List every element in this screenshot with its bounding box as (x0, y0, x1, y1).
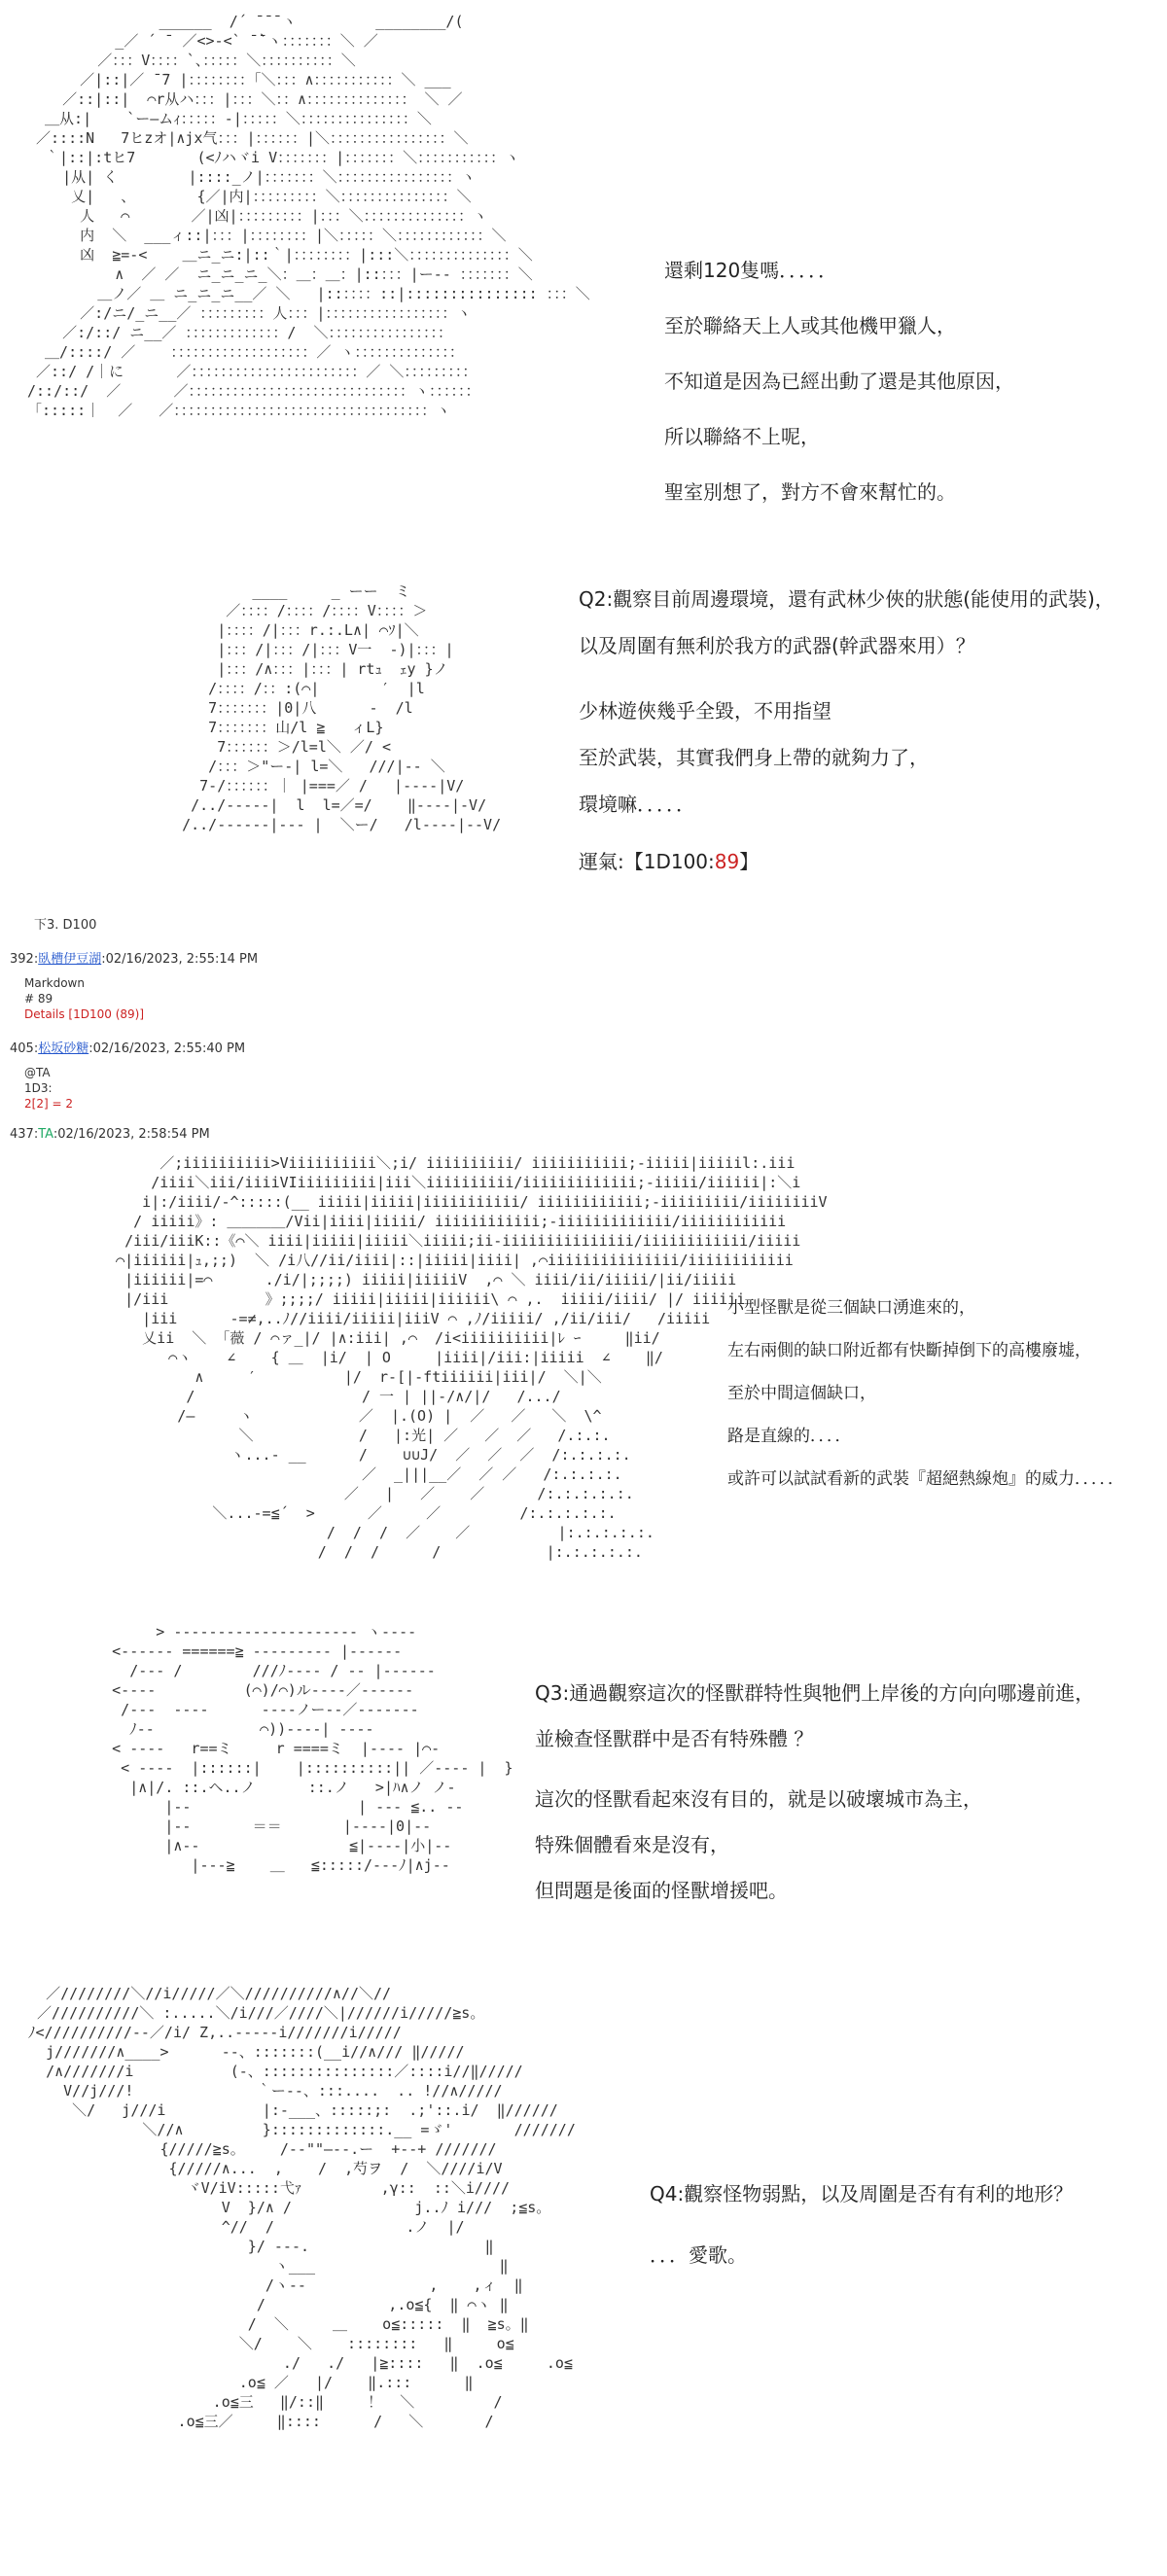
q3-question-line: 並檢查怪獸群中是否有特殊體 ？ (535, 1727, 814, 1750)
panel-3-line: 路是直線的．．．． (727, 1427, 852, 1446)
panel-3-line: 小型怪獸是從三個缺口湧進來的， (727, 1298, 975, 1318)
post-body (24, 975, 144, 1022)
ascii-art-character-4: > --------------------- ヽ---- <------ ======≧ --------- |------ /--- / ///ﾉ---- / -- |------ <---- (⌒)/⌒)ル----／------ /--- ---- ----ノー--／------- ﾉ-- ⌒))----| ---- < ---- r==ミ r ====ミ |---- |⌒- < ---- |::::::| |::::::::::|| ／---- | } |∧|/. ::.ヘ..ノ ::.ノ >|ﾊ∧ノ ノ- |-- | --- ≦.. -- |-- ＝＝ |----|0|-- |∧-- ≦|----|小|-- |---≧ ＿ ≦:::::/---ﾉ|∧j-- (112, 1623, 513, 1874)
panel-5-dialogue (650, 2178, 1073, 2295)
q2-question-line: Q2:觀察目前周邊環境，還有武林少俠的狀態(能使用的武裝)， (579, 587, 1114, 611)
luck-suffix: 】 (739, 850, 760, 873)
panel-3-line: 至於中間這個缺口， (727, 1384, 876, 1403)
post-line: @TA (24, 1066, 51, 1079)
post-header (10, 1038, 245, 1056)
q2-answer-line: 少林遊俠幾乎全毀，不用指望 (579, 699, 831, 723)
post-header (10, 1127, 210, 1142)
panel-1-line: 至於聯絡天上人或其他機甲獵人， (664, 314, 956, 337)
post-timestamp: :02/16/2023, 2:58:54 PM (53, 1127, 210, 1142)
ascii-art-character-2: ____ _ ーー ミ ／：：：：/：：：：/：：：：V：：：：＞ |：：：：/|：：：r.:.L∧| ⌒ｿ|＼ |：：：/|：：：/|：：：V一 ‐)|：：：| |：：：/∧：：：|：：：| rtｭ ｪy }ノ /：：：：/：：:(⌒| ′ |l 7：：：：：：：|0|八 - /l 7：：：：：：：山/l ≧ ィL} 7：：：：：：＞/l=l＼ ／/ < /：：：＞"ー-| l=＼ ///|-- ＼ 7-/：：：：：：｜ |===／ / |----|V/ /../-----| l l=／=/ ‖----|-V/ /../------|--- | ＼ー/ /l----|--V/ (182, 582, 502, 833)
q3-answer-line: 但問題是後面的怪獸增援吧。 (535, 1879, 788, 1902)
q2-answer-line: 至於武裝，其實我們身上帶的就夠力了， (579, 746, 929, 769)
luck-value: 89 (714, 850, 740, 873)
post-line: 1D3: (24, 1081, 53, 1095)
post-username-link[interactable]: 臥槽伊豆湖 (38, 952, 102, 967)
q3-question-line: Q3:通過觀察這次的怪獸群特性與牠們上岸後的方向向哪邊前進， (535, 1681, 1095, 1705)
panel-2-dialogue (579, 583, 1114, 901)
dice-result: 2[2] = 2 (24, 1097, 73, 1111)
post-number: 392: (10, 952, 39, 967)
post-username-link[interactable]: 松坂砂糖 (38, 1041, 89, 1056)
post-username-link[interactable]: TA (38, 1127, 53, 1142)
post-line: # 89 (24, 992, 53, 1006)
post-timestamp: :02/16/2023, 2:55:14 PM (101, 952, 259, 967)
panel-3-line: 或許可以試試看新的武裝『超絕熱線炮』的威力．．．．． (727, 1469, 1124, 1489)
panel-4-dialogue (535, 1677, 1094, 1930)
panel-1-line: 不知道是因為已經出動了還是其他原因， (664, 370, 1014, 393)
ascii-art-character-3: ／;iiiiiiiiii>Viiiiiiiiii＼;i/ iiiiiiiiii/ iiiiiiiiiii;-iiiii|iiiiil:.iii /iiii＼iii/iiiiVIiiiiiiiii|iii＼iiiiiiiiii/iiiiiiiiiiiii;-iiiii/iiiiii|:＼i i|:/iiii/-^:::::(__ iiiii|iiiii|iiiiiiiiiii/ iiiiiiiiiiii;-iiiiiiiii/iiiiiiiiV / iiiii》: ＿＿＿＿/Vii|iiii|iiiii/ iiiiiiiiiiii;-iiiiiiiiiiiii/iiiiiiiiiiii /iii/iiiK::《⌒＼ iiii|iiiii|iiiii＼iiiii;ii-iiiiiiiiiiiiiii/iiiiiiiiiiii/iiiii ⌒|iiiiii|ｭ,;;) ＼ /i八//ii/iiii|::|iiiii|iiii| ,⌒iiiiiiiiiiiiiii/iiiiiiiiiiii |iiiiii|=⌒ ./i/|;;;;) iiiii|iiiiiV ,⌒ ＼ iiii/ii/iiiii/|ii/iiiii |/iii 》;;;;/ iiiii|iiiii|iiiiii\ ⌒ ,. iiiii/iiii/ |/ iiiiii |iii -=≠,..ﾉ//iiii/iiiii|iiiV ⌒ ,ﾉ/iiiii/ ,/ii/iii/ /iiiii 乂ii ＼ 「薇 / ⌒ァ_|/ |∧:iii| ,⌒ /i<iiiiiiiiii|ﾚ ｰ ‖ii/ ⌒ヽ ∠ { ＿ |i/ | O |iiii|/iii:|iiiii ∠ ‖/ ∧ ′ |/ r-[|-ftiiiiii|iii|/ ＼|＼ / / 一 | ||-/∧/|/ /.../ /― ヽ ／ |.(O) | ／ ／ ＼ \^ ＼ / |:光| ／ ／ ／ /.:.:. ヽ...‐ __ / ∪∪J/ ／ ／ ／ /:.:.:.:. ／ _|||__／ ／ ／ /:.:.:.:. ／ | ／ ／ /:.:.:.:.:. ＼...-=≦´ > ／ ／ /:.:.:.:.:. / / / ／ ／ |:.:.:.:.:. / / / / |:.:.:.:.:. (116, 1154, 828, 1561)
q4-question-line: Q4:觀察怪物弱點，以及周圍是否有有利的地形？ (650, 2182, 1074, 2205)
post-line: Markdown (24, 976, 85, 990)
luck-roll (579, 846, 1114, 874)
panel-3-dialogue (727, 1293, 1124, 1507)
panel-1-dialogue (664, 255, 1014, 532)
panel-1-line: 還剩120隻嗎．．．．． (664, 259, 838, 282)
panel-3-line: 左右兩側的缺口附近都有快斷掉倒下的高樓廢墟， (727, 1341, 1091, 1360)
post-number: 437: (10, 1127, 39, 1142)
ascii-art-character-1: ______ /´ ̄ ̄ ̄ ヽ ________/( _／ ´ ̄ ／<>-<` ̄ ̄`ヽ：：：：：：：＼ ／ ／：：：V：：：：`、：：：：：＼：：：：：：：：：：＼ ／|::|／ ̄ ̄7 |：：：：：：：：「＼：：：∧：：：：：：：：：：：＼ ___ ／::|::| ⌒r从ハ：：：|：：：＼：：∧：：：：：：：：：：：：：： ＼ ／ ＿从:| `ー―ムｨ：：：：：-|：：：：：＼：：：：：：：：：：：：：：：＼ ／::::N 7ヒzオ|∧jx气：：：|：：：：：：|＼：：：：：：：：：：：：：：：：＼ ｀|::|:tヒ7 (<ﾉハヾi V：：：：：：：|：：：：：：：＼：：：：：：：：：：：ヽ |从| く |::::_ノ|：：：：：：：＼：：：：：：：：：：：：：：：：ヽ 乂| 、 {／|内|：：：：：：：：：＼：：：：：：：：：：：：：：：＼ 人 ⌒ ／|凶|：：：：：：：：：|：：：＼：：：：：：：：：：：：：：ヽ 内 ＼ ___ィ::|：：：|：：：：：：：：|＼：：：：：＼：：：：：：：：：：：：＼ 凶 ≧=-< ＿ニ_ニ:|::｀|：：：：：：：：|:::＼：：：：：：：：：：：：：：＼ ∧ ／ ／ ニ_ニ_ニ_＼：＿：＿：|::：：：|ー‐- ：：：：：：：＼ ＿ノ／ ＿ ニ_ニ_ニ__／ ＼ |::：：：：::|::::::::::::::: ：：：＼ ／:/ニ/_ニ__／ ：：：：：：：：：人：：：|：：：：：：：：：：：：：：：：：ヽ ／:/::/ ニ__／ ：：：：：：：：：：：：：/ ＼：：：：：：：：：：：：：：：： ＿/::::/ ／ ：：：：：：：：：：：：：：：：：：：／ ヽ：：：：：：：：：：：：：： ／::/ /｜に ／：：：：：：：：：：：：：：：：：：：：：：：／ ＼：：：：：：：：： /::/::/ ／ ／：：：：：：：：：：：：：：：：：：：：：：：：：：：：：：ヽ：：：：：： 「:::::｜ ／ ／：：：：：：：：：：：：：：：：：：：：：：：：：：：：：：：：：：：ヽ (27, 13, 590, 419)
panel-1-line: 所以聯絡不上呢， (664, 425, 820, 448)
dice-details[interactable]: Details [1D100 (89)] (24, 1007, 145, 1021)
ascii-art-character-5: ／////////＼//i/////／＼//////////∧//＼// ／//////////＼ :.....＼/i///／////＼|//////i/////≧s。 ﾉ<//////////--／/i/ Z,..-----i///////i///// j///////∧____> --、:::::::(__i//∧/// ‖///// /∧///////i (-、:::::::::::::::／::::i//‖///// V//j///! ｀ー--、:::.... .. !//∧///// ＼/ j///i |:-___、:::::;: .;'::.i/ ‖////// ＼//∧ }:::::::::::::.__ =ゞ' /////// {/////≧s。 /--""—--.ー +--+ /////// {/////∧... , / ,芍ヲ / ＼////i/V ヾV/iV:::::弋ｧ ,γ:: ::＼i//// V }/∧ / j..ﾉ i/// ;≦s。 ^// / .ノ |/ }/ ---. ‖ ヽ___ ‖ /ヽ-- , ,ィ ‖ / ,.o≦{ ‖ ⌒ヽ ‖ / ＼ ＿ o≦::::: ‖ ≧s。‖ ＼/ ＼ :::::::: ‖ o≦ ./ ./ |≧:::: ‖ .o≦ .o≦ .o≦ ／ |/ ‖.::: ‖ .o≦三 ‖/::‖ ！ ＼ / .o≦三／ ‖:::: / ＼ / (28, 1985, 576, 2430)
post-number: 405: (10, 1041, 39, 1056)
panel-1-line: 聖室別想了，對方不會來幫忙的。 (664, 480, 956, 504)
post-header (10, 948, 258, 967)
q3-answer-line: 這次的怪獸看起來沒有目的，就是以破壞城市為主， (535, 1787, 982, 1811)
q2-question-line: 以及周圍有無利於我方的武器(幹武器來用）？ (579, 634, 975, 657)
q4-answer-line: ．．．愛歌。 (650, 2243, 747, 2267)
post-body (24, 1065, 73, 1112)
post-timestamp: :02/16/2023, 2:55:40 PM (88, 1041, 246, 1056)
q3-answer-line: 特殊個體看來是沒有， (535, 1833, 729, 1856)
q2-answer-line: 環境嘛．．．．． (579, 793, 695, 816)
luck-prefix: 運氣:【1D100: (579, 850, 715, 873)
roll-request: 下3. D100 (34, 918, 97, 933)
